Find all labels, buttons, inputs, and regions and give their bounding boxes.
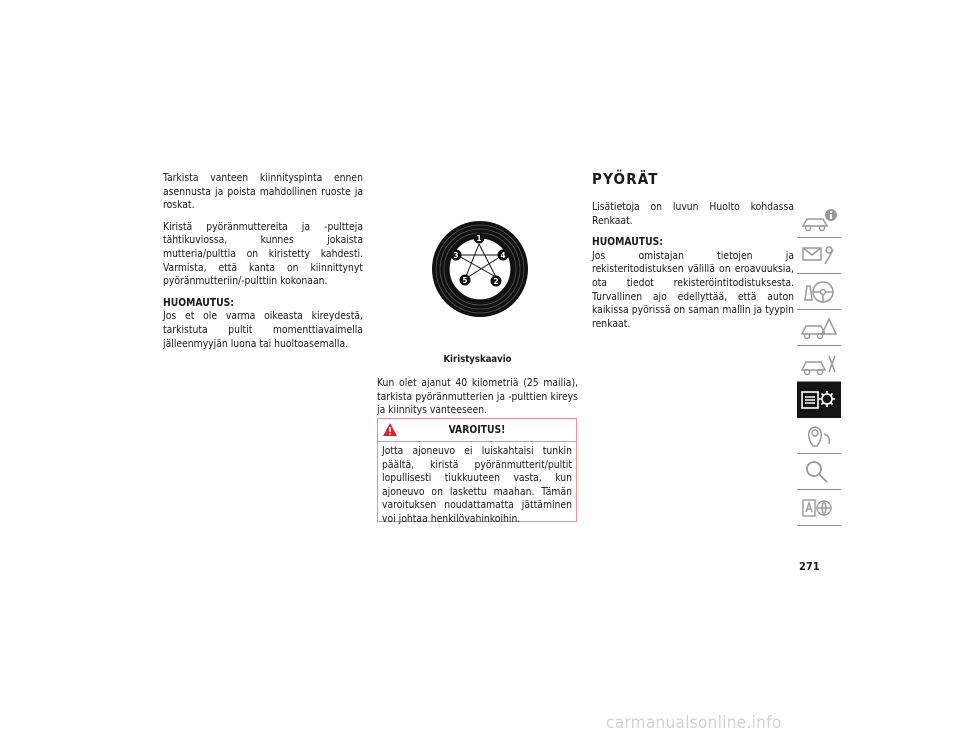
tightening-pattern-diagram: [430, 219, 530, 319]
bolt-5: [460, 275, 471, 286]
svg-text:1: 1: [476, 234, 482, 243]
section-title: PYÖRÄT: [592, 170, 659, 188]
tab-navigation[interactable]: [797, 418, 841, 454]
car-wrench-icon: [799, 350, 839, 378]
tab-maintenance[interactable]: [797, 382, 841, 418]
mail-seatbelt-icon: [799, 242, 839, 270]
car-info-icon: [799, 206, 839, 234]
maintenance-gear-icon: [799, 386, 839, 414]
paragraph-star-pattern: Kiristä pyöränmuttereita ja -pultteja tähtikuviossa, kunnes jokaista mutteria/pulttia on kiristetty kahdesti. Varmista, että kanta on kiinnittynyt pyöränmutteriin/-pulttiin kokonaan.: [163, 220, 363, 288]
warning-box: [377, 418, 577, 525]
navigation-icon: [799, 422, 839, 450]
steering-wheel-icon: [799, 278, 839, 306]
chapter-tabs: [797, 202, 841, 526]
paragraph-more-info: Lisätietoja on luvun Huolto kohdassa Renkaat.: [592, 201, 794, 227]
warning-text: Jotta ajoneuvo ei luiskahtaisi tunkin päältä, kiristä pyöränmutterit/pultit lopullisesti tiukkuuteen vasta, kun ajoneuvo on laskettu maahan. Tämän varoituksen noudattamatta jättäminen voi johtaa henkilövahinkoihin.: [382, 445, 572, 525]
tab-language[interactable]: [797, 490, 841, 526]
right-column: [592, 201, 794, 339]
tab-warning-car[interactable]: [797, 310, 841, 346]
note-torque: [163, 297, 363, 351]
bolt-1: [474, 233, 485, 244]
bolt-3: [451, 250, 462, 261]
tab-search[interactable]: [797, 454, 841, 490]
tab-steering[interactable]: [797, 274, 841, 310]
note-text: Jos omistajan tietojen ja rekisteritodistuksen välillä on eroavuuksia, ota tiedot rekisteröintitodistuksesta. Turvallinen ajo edellyttää, että auton kaikissa pyörissä on saman mallin ja tyypin renkaat.: [592, 249, 794, 330]
diagram-caption: Kiristyskaavio: [443, 354, 512, 365]
note-heading: HUOMAUTUS:: [163, 296, 234, 309]
warning-car-icon: [799, 314, 839, 342]
tab-car-info[interactable]: [797, 202, 841, 238]
note-text: Jos et ole varma oikeasta kireydestä, tarkistuta pultit momenttiavaimella jälleenmyyjän luona tai huoltoasemalla.: [163, 310, 363, 350]
tab-mail-seatbelt[interactable]: [797, 238, 841, 274]
tab-car-wrench[interactable]: [797, 346, 841, 382]
bolt-4: [498, 250, 509, 261]
note-tires: [592, 236, 794, 331]
paragraph-recheck: Kun olet ajanut 40 kilometriä (25 mailia), tarkista pyöränmutterien ja -pulttien kireys ja kiinnitys vanteeseen.: [377, 377, 578, 417]
svg-text:5: 5: [462, 276, 468, 285]
svg-text:3: 3: [453, 251, 459, 260]
language-icon: [799, 494, 839, 522]
svg-text:2: 2: [493, 277, 499, 286]
left-column: [163, 172, 363, 359]
search-icon: [799, 458, 839, 486]
page-number: 271: [799, 560, 820, 573]
warning-header: [378, 419, 576, 442]
paragraph-surface-check: Tarkista vanteen kiinnityspinta ennen asennusta ja poista mahdollinen ruoste ja roskat.: [163, 172, 363, 212]
watermark: carmanualsonline.info: [606, 713, 782, 733]
svg-text:4: 4: [500, 251, 506, 260]
bolt-2: [491, 276, 502, 287]
warning-title: VAROITUS!: [448, 424, 506, 436]
note-heading: HUOMAUTUS:: [592, 236, 663, 249]
